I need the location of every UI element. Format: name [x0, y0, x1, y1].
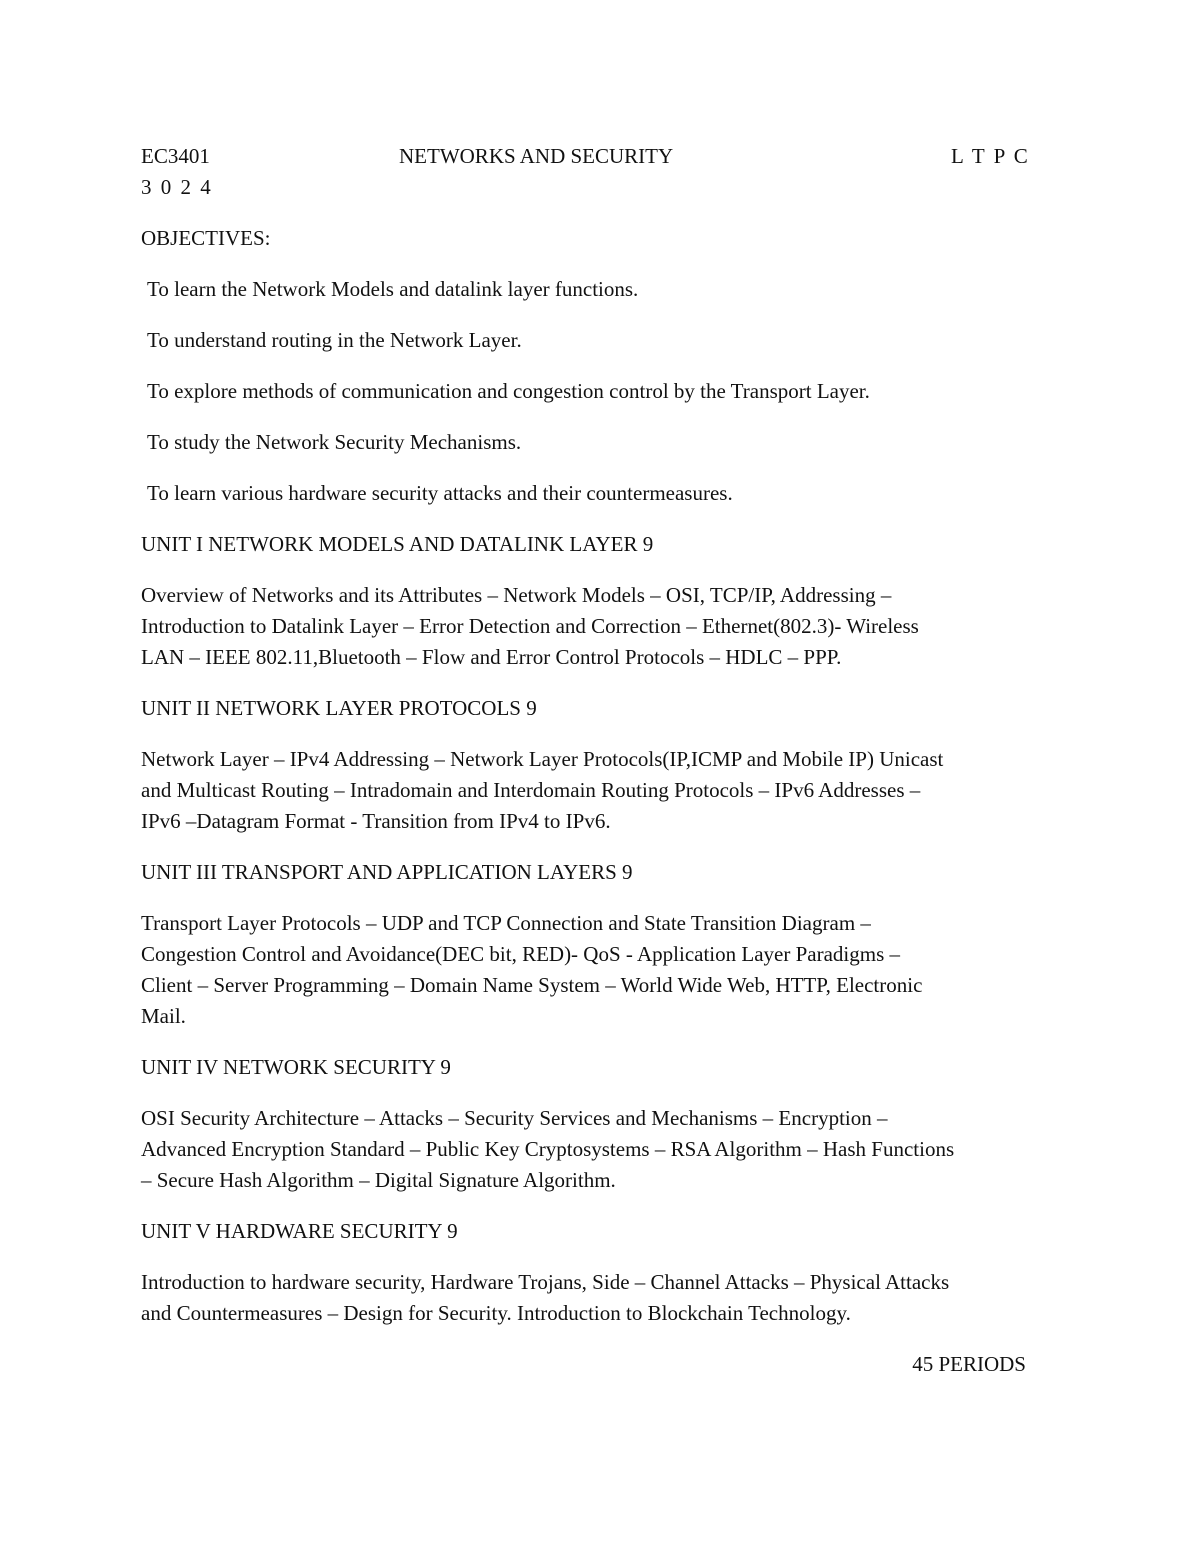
unit-body-line: and Multicast Routing – Intradomain and Interdomain Routing Protocols – IPv6 Addresses – — [141, 778, 921, 802]
objective-item: To understand routing in the Network Layer. — [147, 328, 522, 352]
unit-body-line: LAN – IEEE 802.11,Bluetooth – Flow and Error Control Protocols – HDLC – PPP. — [141, 645, 842, 669]
objective-item: To explore methods of communication and congestion control by the Transport Layer. — [147, 379, 870, 403]
unit-body-line: Overview of Networks and its Attributes – Network Models – OSI, TCP/IP, Addressing – — [141, 583, 892, 607]
unit-body-line: OSI Security Architecture – Attacks – Security Services and Mechanisms – Encryption – — [141, 1106, 888, 1130]
unit-4-body — [141, 1103, 1061, 1196]
unit-4-heading: UNIT IV NETWORK SECURITY 9 — [141, 1055, 451, 1079]
unit-1-heading: UNIT I NETWORK MODELS AND DATALINK LAYER 9 — [141, 532, 654, 556]
ltpc-label: L T P C — [951, 144, 1030, 168]
course-credits: 3 0 2 4 — [141, 175, 213, 199]
course-header — [141, 141, 1061, 172]
unit-body-line: Introduction to Datalink Layer – Error Detection and Correction – Ethernet(802.3)- Wireless — [141, 614, 919, 638]
unit-3-body — [141, 908, 1061, 1032]
objective-item: To learn the Network Models and datalink layer functions. — [147, 277, 639, 301]
unit-1-body — [141, 580, 1061, 673]
unit-5-body — [141, 1267, 1061, 1329]
objective-item: To study the Network Security Mechanisms. — [147, 430, 522, 454]
unit-body-line: Congestion Control and Avoidance(DEC bit, RED)- QoS - Application Layer Paradigms – — [141, 942, 900, 966]
unit-3-heading: UNIT III TRANSPORT AND APPLICATION LAYERS 9 — [141, 860, 633, 884]
unit-body-line: Mail. — [141, 1004, 186, 1028]
objectives-heading: OBJECTIVES: — [141, 226, 271, 250]
unit-5-heading: UNIT V HARDWARE SECURITY 9 — [141, 1219, 458, 1243]
course-title: NETWORKS AND SECURITY — [399, 144, 674, 168]
unit-body-line: Network Layer – IPv4 Addressing – Network Layer Protocols(IP,ICMP and Mobile IP) Unicast — [141, 747, 944, 771]
unit-body-line: – Secure Hash Algorithm – Digital Signature Algorithm. — [141, 1168, 616, 1192]
unit-body-line: Advanced Encryption Standard – Public Key Cryptosystems – RSA Algorithm – Hash Functions — [141, 1137, 955, 1161]
unit-2-heading: UNIT II NETWORK LAYER PROTOCOLS 9 — [141, 696, 537, 720]
total-periods: 45 PERIODS — [912, 1352, 1026, 1376]
objective-item: To learn various hardware security attacks and their countermeasures. — [147, 481, 733, 505]
syllabus-page — [141, 141, 1061, 1380]
unit-body-line: and Countermeasures – Design for Security. Introduction to Blockchain Technology. — [141, 1301, 851, 1325]
unit-body-line: Client – Server Programming – Domain Name System – World Wide Web, HTTP, Electronic — [141, 973, 923, 997]
course-code: EC3401 — [141, 144, 210, 168]
unit-body-line: Transport Layer Protocols – UDP and TCP Connection and State Transition Diagram – — [141, 911, 871, 935]
unit-body-line: Introduction to hardware security, Hardware Trojans, Side – Channel Attacks – Physical Attacks — [141, 1270, 950, 1294]
unit-2-body — [141, 744, 1061, 837]
unit-body-line: IPv6 –Datagram Format - Transition from IPv4 to IPv6. — [141, 809, 611, 833]
